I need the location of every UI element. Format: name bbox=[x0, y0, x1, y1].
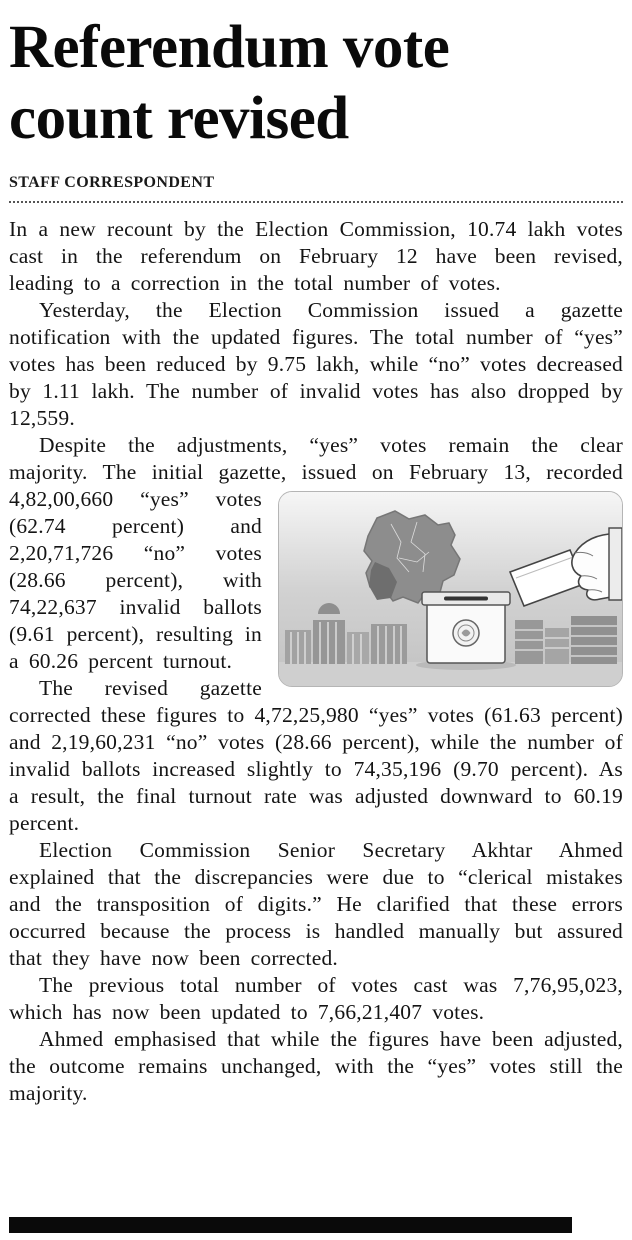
paragraph-3-before-image: Despite the adjustments, “yes” votes remain the clear majority. The initial gazette, issued on February 13, bbox=[9, 433, 623, 484]
ballot-illustration-svg bbox=[279, 492, 622, 686]
bottom-rule bbox=[9, 1217, 572, 1233]
paragraph-7: Ahmed emphasised that while the figures have been adjusted, the outcome remains unchanged, with the “yes” votes still the majority. bbox=[9, 1027, 623, 1105]
byline: STAFF CORRESPONDENT bbox=[9, 174, 215, 191]
headline-line-2: count revised bbox=[9, 85, 349, 152]
article-body bbox=[9, 216, 623, 1107]
paragraph-2: Yesterday, the Election Commission issued a gazette notification with the updated figures. The total number of “yes” votes has been reduced by 9.75 lakh, while “no” votes decreased by 1.11 lakh. The number of invalid votes has also dropped by 12,559. bbox=[9, 298, 624, 430]
headline-line-1: Referendum vote bbox=[9, 14, 450, 81]
paragraph-4: The revised gazette corrected these figures to 4,72,25,980 “yes” votes (61.63 percent) and 2,19,60,231 “no” votes (28.66 percent), while the number of invalid ballots increased slightly to 74,35,196 (9.70 percent). As a result, the final turnout rate was adjusted downward to 60.19 percent. bbox=[9, 676, 623, 835]
article-photo bbox=[278, 491, 623, 687]
paragraph-3-after-image: recorded 4,82,00,660 “yes” votes (62.74 percent) and 2,20,71,726 “no” votes (28.66 percent), with 74,22,637 invalid ballots (9.61 percent), resulting in a 60.26 percent turnout. bbox=[9, 460, 623, 673]
dotted-divider bbox=[9, 201, 623, 203]
paragraph-1: In a new recount by the Election Commission, 10.74 lakh votes cast in the referendum on February 12 have been revised, leading to a correction in the total number of votes. bbox=[9, 217, 623, 295]
article-headline bbox=[9, 12, 623, 154]
paragraph-6: The previous total number of votes cast was 7,76,95,023, which has now been updated to 7,66,21,407 votes. bbox=[9, 973, 623, 1024]
ballot-box-graphic bbox=[422, 592, 510, 663]
paragraph-5: Election Commission Senior Secretary Akhtar Ahmed explained that the discrepancies were due to “clerical mistakes and the transposition of digits.” He clarified that these errors occurred because the process is handled manually but assured that they have now been corrected. bbox=[9, 838, 623, 970]
paragraph-3 bbox=[9, 432, 623, 675]
